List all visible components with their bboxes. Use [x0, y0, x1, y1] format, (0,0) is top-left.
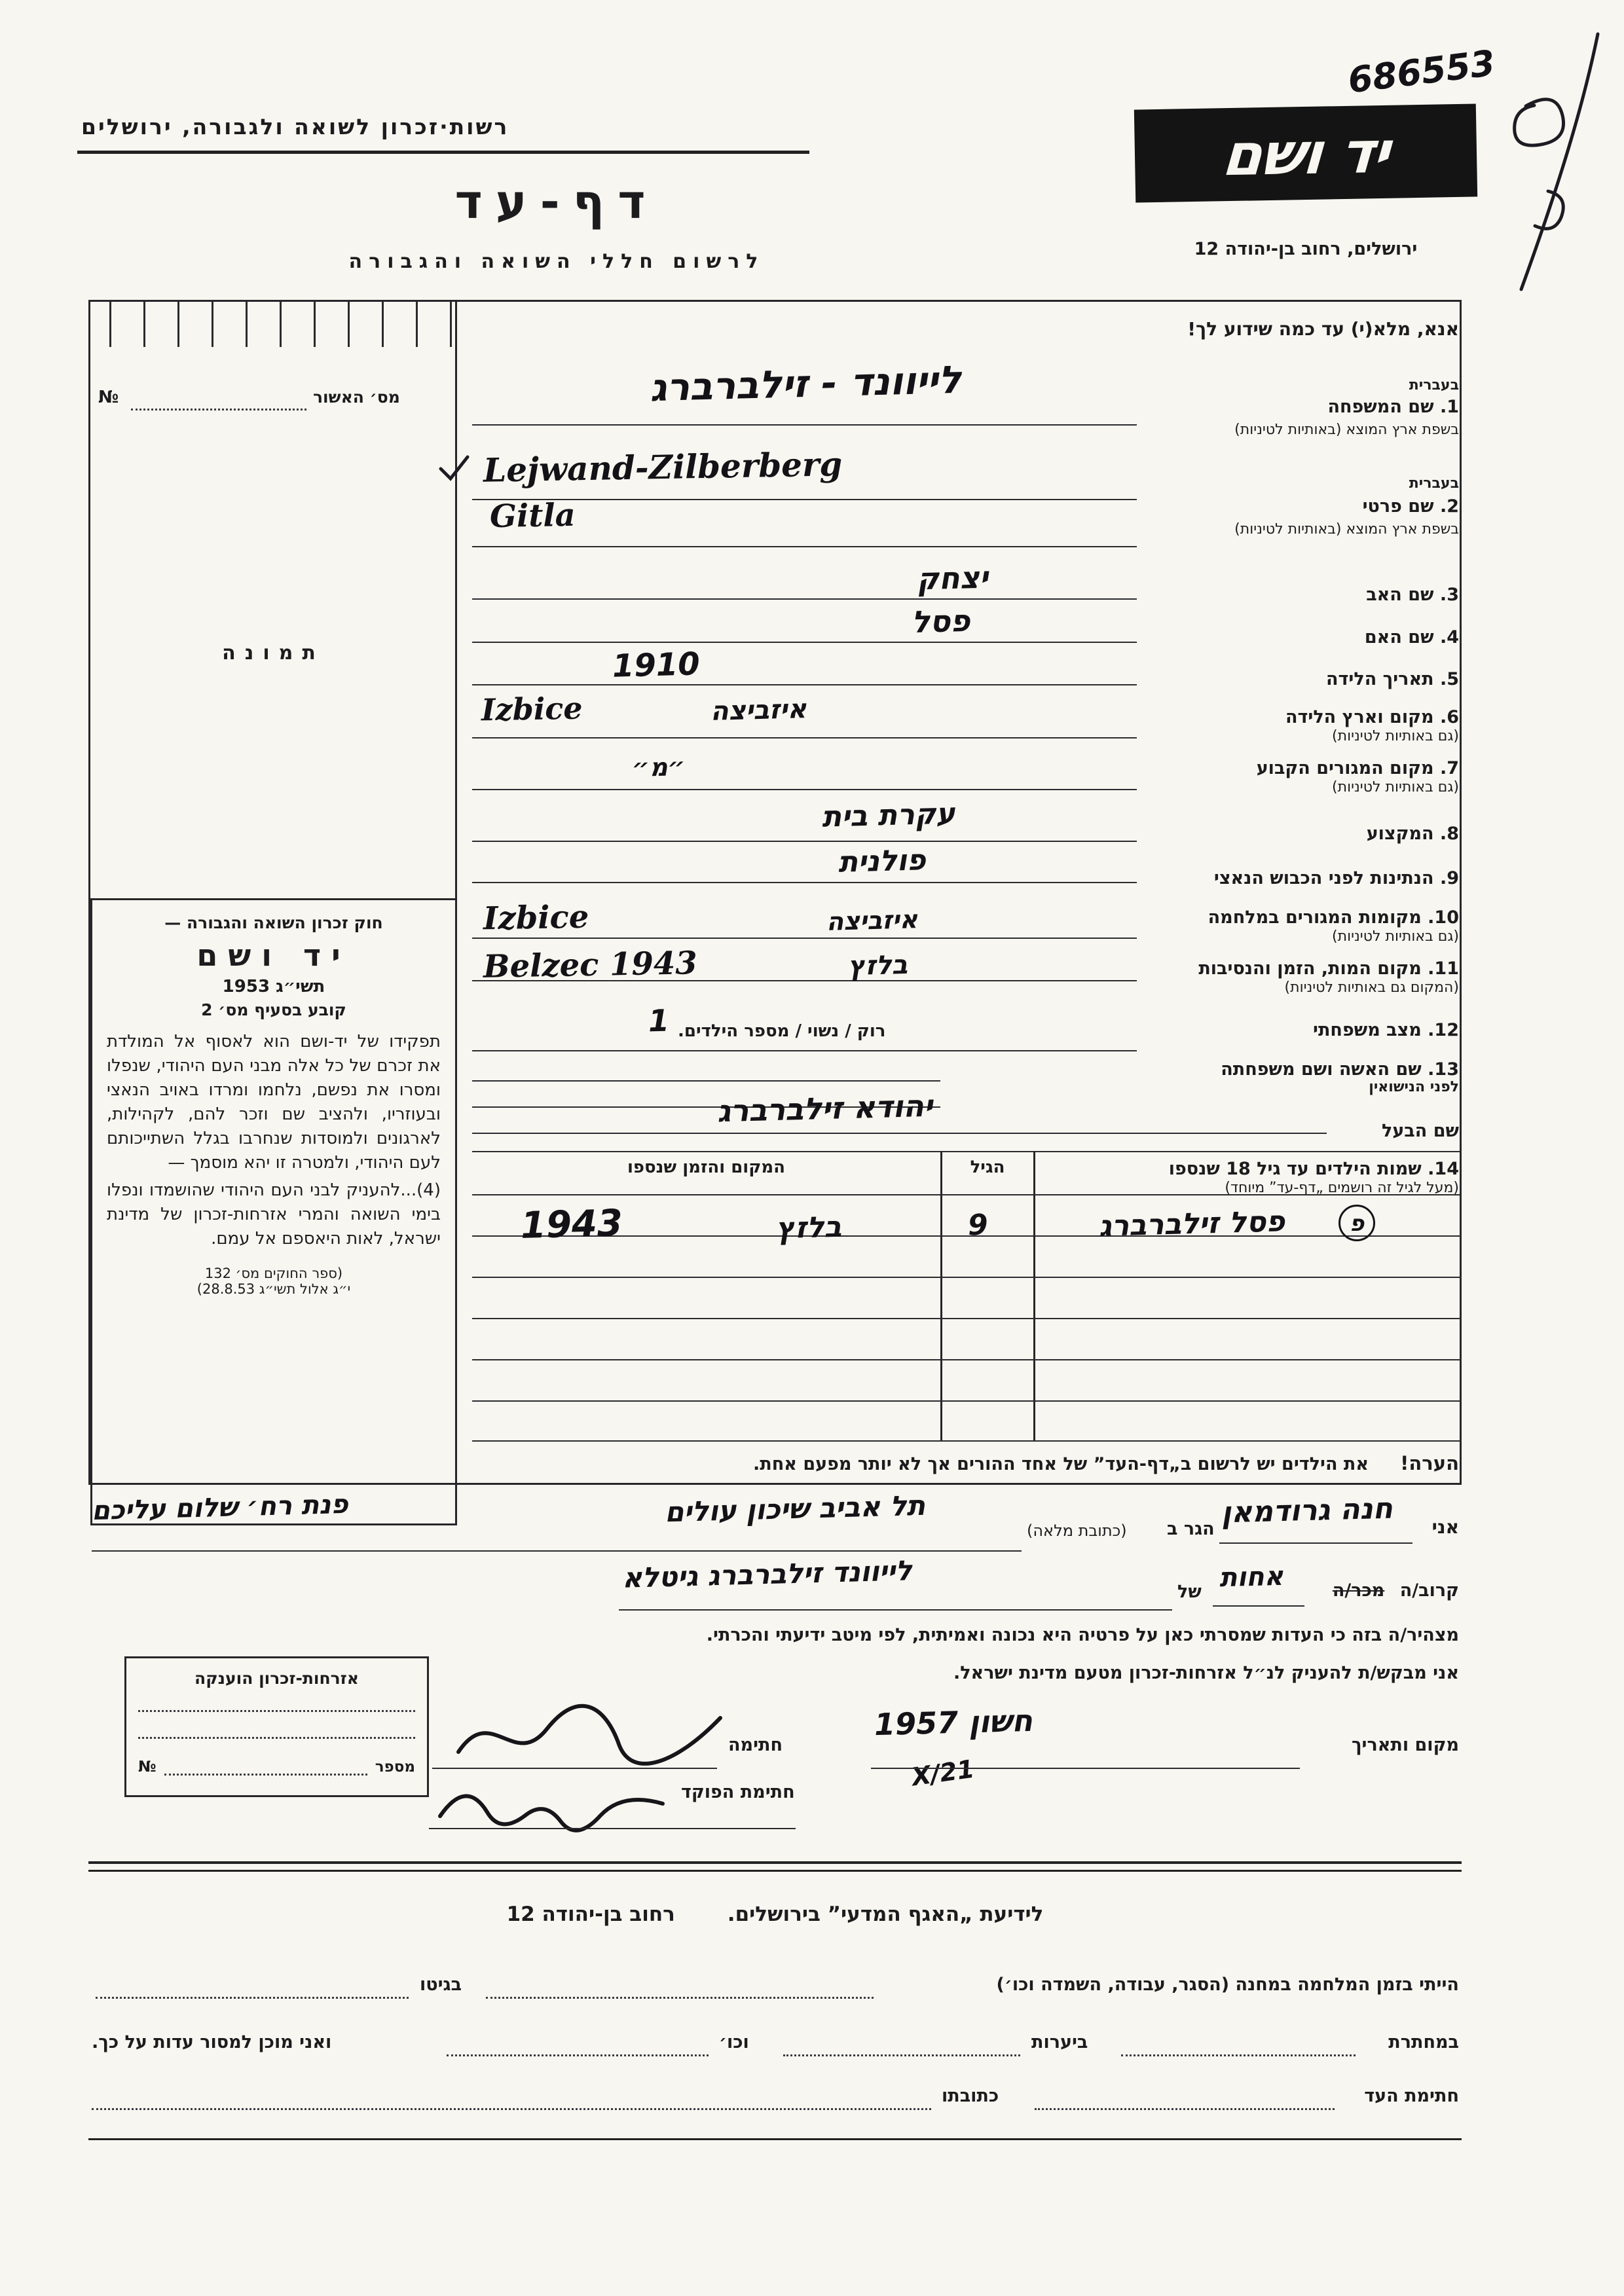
field-10-sub-label: (גם באותיות לטיניות): [1332, 928, 1459, 945]
children-table-col-age: הגיל: [970, 1157, 1005, 1177]
bottom-line2-dots-c: [447, 2054, 709, 2056]
hw-day: 21/X: [910, 1754, 976, 1792]
witness-signature-scrawl: [452, 1700, 727, 1772]
field-10-line: [472, 938, 1137, 939]
declaration-relation-labels: [1333, 1580, 1459, 1601]
children-table-top: [472, 1151, 1462, 1152]
citizenship-number-dotted: [164, 1774, 367, 1776]
field-2-hebrew-label: בעברית: [1409, 475, 1459, 492]
field-14-label: 14. שמות הילדים עד גיל 18 שנספו: [1168, 1159, 1459, 1179]
field-13-sub-label: לפני הנישואין: [1369, 1079, 1459, 1095]
field-9-line: [472, 882, 1137, 883]
citizenship-box: [124, 1656, 429, 1797]
hw-child-name: פסל זילברברג: [1098, 1205, 1285, 1243]
bottom-etc-label: וכו׳: [719, 2032, 749, 2052]
address-line: [92, 1550, 1022, 1552]
field-2-line-b: [472, 546, 1137, 547]
bottom-address-label: כתובתו: [942, 2086, 999, 2106]
relative-label: קרוב/ה: [1399, 1580, 1459, 1601]
hw-birth-place-hebrew: איזביצה: [710, 694, 807, 727]
yad-vashem-logo: [1134, 103, 1477, 202]
field-1-label: 1. שם המשפחה: [1327, 397, 1459, 417]
children-table-row-1: [472, 1194, 1462, 1195]
law-body: תפקידו של יד-ושם הוא לאסוף אל המולדת את זכרם של כל אלה מבני העם היהודי, שנפלו ומסרו את נפשם, נלחמו ומרדו באויב הנאצי ובעוזריו, ולהציב שם וזכר להם, לקהילות, לארגונים ולמוסדות שנחרבו בגלל השתייכותם לעם היהודי, ולמטרה זו יהא מוסמך —: [107, 1032, 441, 1173]
bottom-title-address: רחוב בן-יהודה 12: [506, 1903, 675, 1926]
field-13-label: 13. שם האשה ושם משפחתה: [1221, 1059, 1459, 1080]
hw-date: חשון 1957: [874, 1702, 1033, 1743]
marital-status-options: רוק / נשוי / מספר הילדים.: [678, 1021, 886, 1041]
field-14-sub-label: (מעל לגיל זה רושמים „דף-עד” מיוחד): [1225, 1180, 1459, 1196]
hw-victim-full-name: לייוונד זילברברג גיטלא: [621, 1554, 913, 1594]
husband-label: שם הבעל: [1381, 1121, 1459, 1141]
husband-line: [472, 1133, 1327, 1134]
bottom-rule-3: [88, 2138, 1462, 2140]
clerk-signature-line: [429, 1828, 796, 1829]
field-12-line: [472, 1050, 1137, 1051]
check-mark: [437, 452, 470, 484]
hw-wartime-residence-latin: Izbice: [483, 898, 589, 938]
field-7-label: 7. מקום המגורים הקבוע: [1256, 758, 1459, 778]
law-footnote-1: (ספר החוקים מס׳ 132: [204, 1266, 343, 1282]
photo-column-divider: [455, 300, 457, 898]
law-title-3: תשי״ג 1953: [222, 977, 325, 996]
field-9-label: 9. הנתינות לפני הכבוש הנאצי: [1213, 868, 1459, 888]
hw-children-count: 1: [648, 1002, 670, 1039]
clerk-signature-scrawl: [432, 1776, 668, 1834]
hw-wartime-residence-hebrew: איזביצה: [826, 905, 918, 936]
hw-family-name-latin: Lejwand-Zilberberg: [483, 445, 843, 490]
hw-relationship: אחות: [1219, 1561, 1284, 1594]
children-table-row-5: [472, 1359, 1462, 1360]
field-7-sub-label: (גם באותיות לטיניות): [1332, 779, 1459, 795]
bottom-forests-label: ביערות: [1031, 2032, 1088, 2052]
declaration-i: אני: [1431, 1516, 1459, 1538]
field-5-label: 5. תאריך הלידה: [1325, 669, 1459, 689]
law-title-1: חוק זכרון השואה והגבורה —: [164, 913, 383, 932]
bottom-witness-signature-label: חתימת העד: [1364, 2086, 1459, 2106]
hw-address-overflow: פנת רח׳ שלום עליכם: [91, 1489, 349, 1527]
field-1-line: [472, 424, 1137, 426]
field-4-line: [472, 642, 1137, 643]
children-table-bottom: [472, 1440, 1462, 1442]
handwritten-file-number: 686553: [1346, 42, 1498, 101]
bottom-title-row: [88, 1903, 1462, 1926]
declaration-certify: מצהיר/ה בזה כי העדות שמסרתי כאן על פרטיה היא נכונה ואמיתית, לפי מיטב ידיעתי והכרתי.: [706, 1625, 1459, 1645]
bottom-ghetto-label: בגיטו: [420, 1975, 462, 1995]
citizenship-number-label: מספר: [375, 1758, 415, 1776]
hw-husband-name: יהודא זילברברג: [716, 1087, 933, 1129]
victim-name-line: [619, 1609, 1172, 1611]
hw-birth-place-latin: Izbice: [481, 690, 583, 728]
field-10-label: 10. מקומות המגורים במלחמה: [1208, 907, 1459, 928]
field-13-line-a: [472, 1080, 940, 1082]
field-11-sub-label: (המקום גם באותיות לטיניות): [1284, 979, 1459, 996]
hw-child-place: בלזץ: [775, 1210, 842, 1246]
declaration-request: אני מבקש/ת להעניק לנ״ל אזרחות-זכרון מטעם מדינת ישראל.: [953, 1663, 1459, 1683]
witness-name-line: [1219, 1542, 1412, 1544]
bottom-line2-dots-a: [1121, 2054, 1356, 2056]
bottom-line1-dots-a: [486, 1997, 874, 1999]
law-title-4: קובע בסעיף מס׳ 2: [201, 1000, 346, 1019]
logo-address: ירושלים, רחוב בן-יהודה 12: [1194, 239, 1418, 259]
field-1-hebrew-label: בעברית: [1409, 377, 1459, 393]
field-3-line: [472, 598, 1137, 600]
children-table-col-place: המקום והזמן שנספו: [627, 1157, 786, 1177]
law-footnote-2: י״ג אלול תשי״ג 28.8.53): [196, 1281, 351, 1298]
field-6-sub-label: (גם באותיות לטיניות): [1332, 728, 1459, 744]
hw-witness-address: תל אביב שיכון עולים: [664, 1489, 926, 1529]
citizenship-no-symbol: №: [138, 1758, 157, 1776]
hw-residence-ditto: ״מ״: [631, 752, 686, 783]
authority-underline: [77, 151, 809, 154]
signature-label: חתימה: [728, 1735, 783, 1755]
note-text: את הילדים יש לרשום ב„דף-העד” של אחד ההורים אך לא יותר מפעם אחת.: [753, 1454, 1369, 1474]
approval-label: מס׳ האשור: [313, 388, 400, 407]
date-line: [871, 1768, 1300, 1769]
approval-no-symbol: №: [98, 388, 119, 407]
bottom-rule-2: [88, 1870, 1462, 1872]
hw-child-year: 1943: [520, 1201, 623, 1248]
bottom-line3-dots-a: [1035, 2108, 1335, 2110]
hw-family-name: לייוונד - זילברברג: [649, 357, 962, 410]
citizenship-dotted-2: [138, 1737, 415, 1739]
fill-in-instruction: אנא, מלא(י) עד כמה שידוע לך!: [1187, 318, 1459, 340]
field-8-line: [472, 841, 1137, 842]
hw-father-name: יצחק: [916, 559, 989, 597]
field-8-label: 8. המקצוע: [1366, 824, 1459, 844]
field-11-label: 11. מקום המות, הזמן והנסיבות: [1198, 958, 1459, 979]
field-6-label: 6. מקום וארץ הלידה: [1285, 707, 1459, 727]
ticket-strip: [98, 301, 452, 347]
citizenship-title: אזרחות-זכרון הוענקה: [194, 1669, 359, 1688]
field-2-latin-label: בשפת ארץ המוצא (באותיות לטיניות): [1234, 521, 1459, 538]
authority-title: רשות·זכרון לשואה ולגבורה, ירושלים: [81, 114, 509, 139]
law-body-2: (4)...להעניק לבני העם היהודי שהושמדו ונפלו בימי השואה והמרי אזרחות-זכרון של מדינת ישראל, לאות היאספם אל עמם.: [107, 1180, 441, 1249]
children-table-row-6: [472, 1400, 1462, 1402]
citizenship-dotted-1: [138, 1710, 415, 1712]
field-4-label: 4. שם האם: [1364, 627, 1459, 647]
bottom-line3-dots-b: [92, 2108, 931, 2110]
bottom-willing-to-testify: ואני מוכן למסור עדות על כך.: [92, 2032, 332, 2052]
bottom-title: לידיעת „האגף המדעי” בירושלים.: [727, 1903, 1044, 1926]
hw-death-place-latin: Belzec 1943: [483, 945, 698, 985]
bottom-rule-1: [88, 1861, 1462, 1864]
yad-vashem-logo-text: יד ושם: [1219, 118, 1392, 189]
relationship-line: [1213, 1605, 1304, 1607]
field-5-line: [472, 684, 1137, 685]
field-1-latin-label: בשפת ארץ המוצא (באותיות לטיניות): [1234, 422, 1459, 438]
children-table-row-4: [472, 1318, 1462, 1319]
hw-death-place-hebrew: בלזץ: [847, 949, 908, 982]
bottom-line1-text: הייתי בזמן המלחמה במחנה (הסגר, עבודה, השמדה וכו׳): [996, 1975, 1459, 1995]
note-head: הערה!: [1400, 1452, 1459, 1474]
field-3-label: 3. שם האב: [1366, 585, 1459, 605]
margin-scribbles: [1485, 26, 1616, 301]
form-subtitle: לרשום חללי השואה והגבורה: [348, 250, 765, 273]
photo-label: תמונה: [222, 642, 325, 665]
clerk-signature-label: חתימת הפוקד: [681, 1782, 795, 1802]
bottom-line1-dots-b: [96, 1997, 409, 1999]
declaration-resides: הגר ב: [1167, 1519, 1215, 1539]
approval-dotted-line: [131, 409, 306, 410]
hw-profession: עקרת בית: [821, 797, 956, 834]
bottom-line2-dots-b: [783, 2054, 1020, 2056]
field-12-label: 12. מצב משפחתי: [1313, 1020, 1459, 1040]
place-date-label: מקום ותאריך: [1351, 1735, 1459, 1755]
hw-witness-name: חנה גרודמאן: [1221, 1491, 1393, 1530]
hw-child-age: 9: [967, 1208, 989, 1243]
field-7-line: [472, 789, 1137, 790]
declaration-of: של: [1177, 1582, 1202, 1602]
field-2-label: 2. שם פרטי: [1362, 496, 1459, 517]
law-box: [90, 898, 457, 1525]
children-table-row-3: [472, 1277, 1462, 1278]
law-title-2: יד ושם: [196, 938, 351, 973]
hw-first-name-latin: Gitla: [489, 496, 576, 536]
hw-child-circled-initial: פ: [1338, 1205, 1375, 1241]
hw-citizenship: פולנית: [838, 843, 927, 879]
hw-birth-year: 1910: [612, 646, 701, 685]
declaration-address-label: (כתובת מלאה): [1027, 1522, 1127, 1540]
hw-mother-name: פסל: [911, 602, 971, 640]
form-title: דף-עד: [454, 174, 659, 229]
signature-line: [432, 1768, 717, 1769]
acquaintance-label-struck: מכר/ה: [1332, 1580, 1385, 1601]
bottom-underground-label: במחתרת: [1388, 2032, 1459, 2052]
field-6-line: [472, 737, 1137, 738]
